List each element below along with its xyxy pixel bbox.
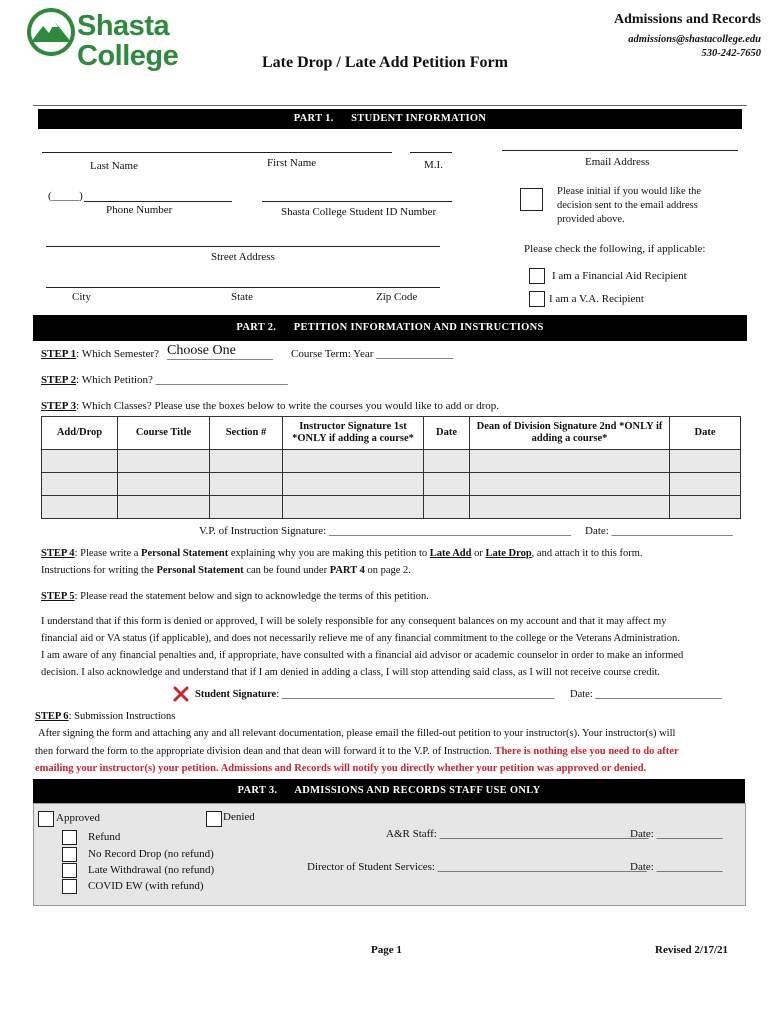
table-cell[interactable] — [470, 496, 670, 519]
student-id-label: Shasta College Student ID Number — [281, 206, 437, 218]
late-withdrawal-checkbox[interactable] — [62, 863, 77, 878]
step2-label: STEP 2 — [41, 374, 77, 386]
step6-line-2-red: There is nothing else you need to do after — [494, 746, 679, 757]
director-field[interactable]: Director of Student Services: ______________________________________ — [307, 861, 647, 873]
step4-line2-a: Instructions for writing the — [41, 565, 157, 576]
table-cell[interactable] — [283, 473, 424, 496]
part2-bar: PART 2. PETITION INFORMATION AND INSTRUCTIONS — [33, 315, 747, 341]
table-cell[interactable] — [470, 473, 670, 496]
step4-text-a: : Please write a — [74, 548, 142, 559]
col-course-title: Course Title — [118, 417, 210, 450]
step4-line2-b: Personal Statement — [156, 565, 244, 576]
step2-text[interactable]: : Which Petition? ________________________ — [76, 374, 288, 386]
ar-staff-field[interactable]: A&R Staff: ______________________________________ — [386, 828, 649, 840]
step4-line2-c: can be found under — [243, 565, 330, 576]
va-label: I am a V.A. Recipient — [549, 293, 644, 305]
col-section: Section # — [210, 417, 283, 450]
dept-email: admissions@shastacollege.edu — [628, 34, 761, 45]
table-cell[interactable] — [670, 496, 741, 519]
zip-label: Zip Code — [376, 291, 418, 303]
logo-text-shasta: Shasta — [77, 10, 170, 42]
table-cell[interactable] — [283, 496, 424, 519]
step4-text-c: explaining why you are making this petition to — [228, 548, 430, 559]
city-label: City — [72, 291, 91, 303]
financial-aid-label: I am a Financial Aid Recipient — [552, 270, 687, 282]
step4-text-f: Late Drop — [485, 548, 532, 559]
late-withdrawal-label: Late Withdrawal (no refund) — [88, 864, 215, 876]
step6-text: : Submission Instructions — [68, 711, 176, 722]
table-cell[interactable] — [210, 473, 283, 496]
page-number: Page 1 — [371, 944, 402, 956]
no-record-drop-label: No Record Drop (no refund) — [88, 848, 214, 860]
email-address-label: Email Address — [585, 156, 650, 168]
table-cell[interactable] — [424, 450, 470, 473]
approved-label: Approved — [56, 812, 100, 824]
form-title: Late Drop / Late Add Petition Form — [262, 54, 508, 71]
step6-line-3-red: emailing your instructor(s) your petition. Admissions and Records will notify you directly whether your petition was approved or denied. — [35, 763, 647, 774]
va-checkbox[interactable] — [529, 291, 545, 307]
step4-label: STEP 4 — [41, 548, 75, 559]
table-cell[interactable] — [283, 450, 424, 473]
step5 — [41, 591, 429, 602]
step6 — [35, 711, 175, 722]
student-signature-field[interactable] — [195, 689, 555, 700]
check-following-label: Please check the following, if applicable: — [524, 243, 706, 255]
classes-table — [41, 416, 741, 519]
step2 — [41, 374, 288, 386]
step4 — [41, 548, 642, 559]
email-initial-text: Please initial if you would like the decision sent to the email address provided above. — [557, 186, 702, 225]
email-initial-checkbox[interactable] — [520, 188, 543, 211]
ar-date-field[interactable]: Date: ____________ — [630, 828, 723, 840]
table-cell[interactable] — [118, 496, 210, 519]
approved-checkbox[interactable] — [38, 811, 54, 827]
director-date-field[interactable]: Date: ____________ — [630, 861, 723, 873]
table-cell[interactable] — [118, 473, 210, 496]
step3 — [41, 400, 499, 412]
financial-aid-checkbox[interactable] — [529, 268, 545, 284]
shasta-college-logo — [25, 6, 195, 78]
classes-table-header — [42, 417, 741, 450]
course-term-field[interactable]: Course Term: Year ______________ — [291, 348, 454, 360]
statement-line-3: I am aware of any financial penalties and, if appropriate, have consulted with a financial aid advisor or academic counselor in order to make an informed — [41, 650, 684, 661]
table-cell[interactable] — [118, 450, 210, 473]
table-cell[interactable] — [470, 450, 670, 473]
table-row — [42, 473, 741, 496]
student-signature-label: Student Signature — [195, 689, 277, 700]
statement-line-2: financial aid or VA status (if applicable), and does not necessarily relieve me of any financial commitment to the college or the Veterans Administration. — [41, 633, 680, 644]
step5-text: : Please read the statement below and sign to acknowledge the terms of this petition. — [74, 591, 429, 602]
step6-line-2 — [35, 746, 679, 757]
dept-phone: 530-242-7650 — [701, 48, 761, 59]
step5-label: STEP 5 — [41, 591, 75, 602]
step4-text-d: Late Add — [429, 548, 472, 559]
street-line[interactable] — [46, 246, 440, 247]
student-signature-line[interactable]: : ____________________________________________________ — [276, 689, 555, 700]
step3-text: : Which Classes? Please use the boxes below to write the courses you would like to add or drop. — [76, 400, 500, 412]
refund-label: Refund — [88, 831, 121, 843]
step6-line-1: After signing the form and attaching any and all relevant documentation, please email the filled-out petition to your instructor(s). Your instructor(s) will — [38, 728, 676, 739]
col-date-2: Date — [670, 417, 741, 450]
table-cell[interactable] — [670, 450, 741, 473]
step4-line2-d: PART 4 — [329, 565, 365, 576]
phone-number-label: Phone Number — [106, 204, 173, 216]
denied-checkbox[interactable] — [206, 811, 222, 827]
covid-ew-label: COVID EW (with refund) — [88, 880, 204, 892]
table-cell[interactable] — [42, 473, 118, 496]
mi-label: M.I. — [424, 159, 443, 171]
statement-line-4: decision. I also acknowledge and understand that if I am denied in adding a class, I will stop attending said class, as I will not receive course credit. — [41, 667, 661, 678]
step4-text-b: Personal Statement — [141, 548, 229, 559]
state-label: State — [231, 291, 253, 303]
step4-text-g: , and attach it to this form. — [531, 548, 643, 559]
mi-line — [410, 152, 452, 153]
col-dean-signature: Dean of Division Signature 2nd *ONLY if adding a course* — [470, 417, 670, 450]
step3-label: STEP 3 — [41, 400, 77, 412]
step4-text-e: or — [471, 548, 486, 559]
step1 — [41, 348, 159, 360]
revised-date: Revised 2/17/21 — [655, 944, 729, 956]
step4-line2 — [41, 565, 411, 576]
semester-dropdown[interactable]: Choose One — [167, 343, 273, 360]
city-state-zip-line[interactable] — [46, 287, 440, 288]
student-id-line[interactable] — [262, 201, 452, 202]
part1-bar: PART 1. STUDENT INFORMATION — [38, 109, 742, 129]
email-line — [502, 150, 738, 151]
table-cell[interactable] — [424, 473, 470, 496]
step4-line2-e: on page 2. — [364, 565, 411, 576]
col-instructor-signature: Instructor Signature 1st *ONLY if adding a course* — [283, 417, 424, 450]
step1-text: : Which Semester? — [76, 348, 160, 360]
denied-label: Denied — [223, 811, 255, 823]
vp-date-field[interactable]: Date: ______________________ — [585, 525, 733, 537]
step1-label: STEP 1 — [41, 348, 77, 360]
table-cell[interactable] — [424, 496, 470, 519]
col-date-1: Date — [424, 417, 470, 450]
table-row — [42, 496, 741, 519]
vp-signature-field[interactable]: V.P. of Instruction Signature: ____________________________________________ — [199, 525, 571, 537]
col-add-drop: Add/Drop — [42, 417, 118, 450]
step6-label: STEP 6 — [35, 711, 69, 722]
table-cell[interactable] — [210, 496, 283, 519]
last-name-line — [42, 152, 392, 153]
refund-checkbox[interactable] — [62, 830, 77, 845]
dept-name: Admissions and Records — [613, 12, 761, 27]
signature-x-icon — [173, 686, 189, 702]
covid-ew-checkbox[interactable] — [62, 879, 77, 894]
table-cell[interactable] — [42, 450, 118, 473]
mountain-logo-icon — [25, 6, 77, 58]
logo-text-college: College — [77, 40, 179, 72]
table-cell[interactable] — [42, 496, 118, 519]
table-cell[interactable] — [670, 473, 741, 496]
no-record-drop-checkbox[interactable] — [62, 847, 77, 862]
part3-bar: PART 3. ADMISSIONS AND RECORDS STAFF USE ONLY — [33, 779, 745, 803]
statement-line-1: I understand that if this form is denied or approved, I will be solely responsible for any consequent balances on my account and that it may affect my — [41, 616, 667, 627]
student-date-field[interactable]: Date: ________________________ — [570, 689, 722, 700]
street-address-label: Street Address — [211, 251, 275, 263]
step6-line-2-text: then forward the form to the appropriate division dean and that dean will forward it to the V.P. of Instruction. — [35, 746, 495, 757]
table-row — [42, 450, 741, 473]
table-cell[interactable] — [210, 450, 283, 473]
phone-line[interactable] — [84, 201, 232, 202]
phone-prefix[interactable]: (_____) — [48, 190, 83, 202]
first-name-label: First Name — [267, 157, 317, 169]
last-name-label: Last Name — [90, 160, 138, 172]
